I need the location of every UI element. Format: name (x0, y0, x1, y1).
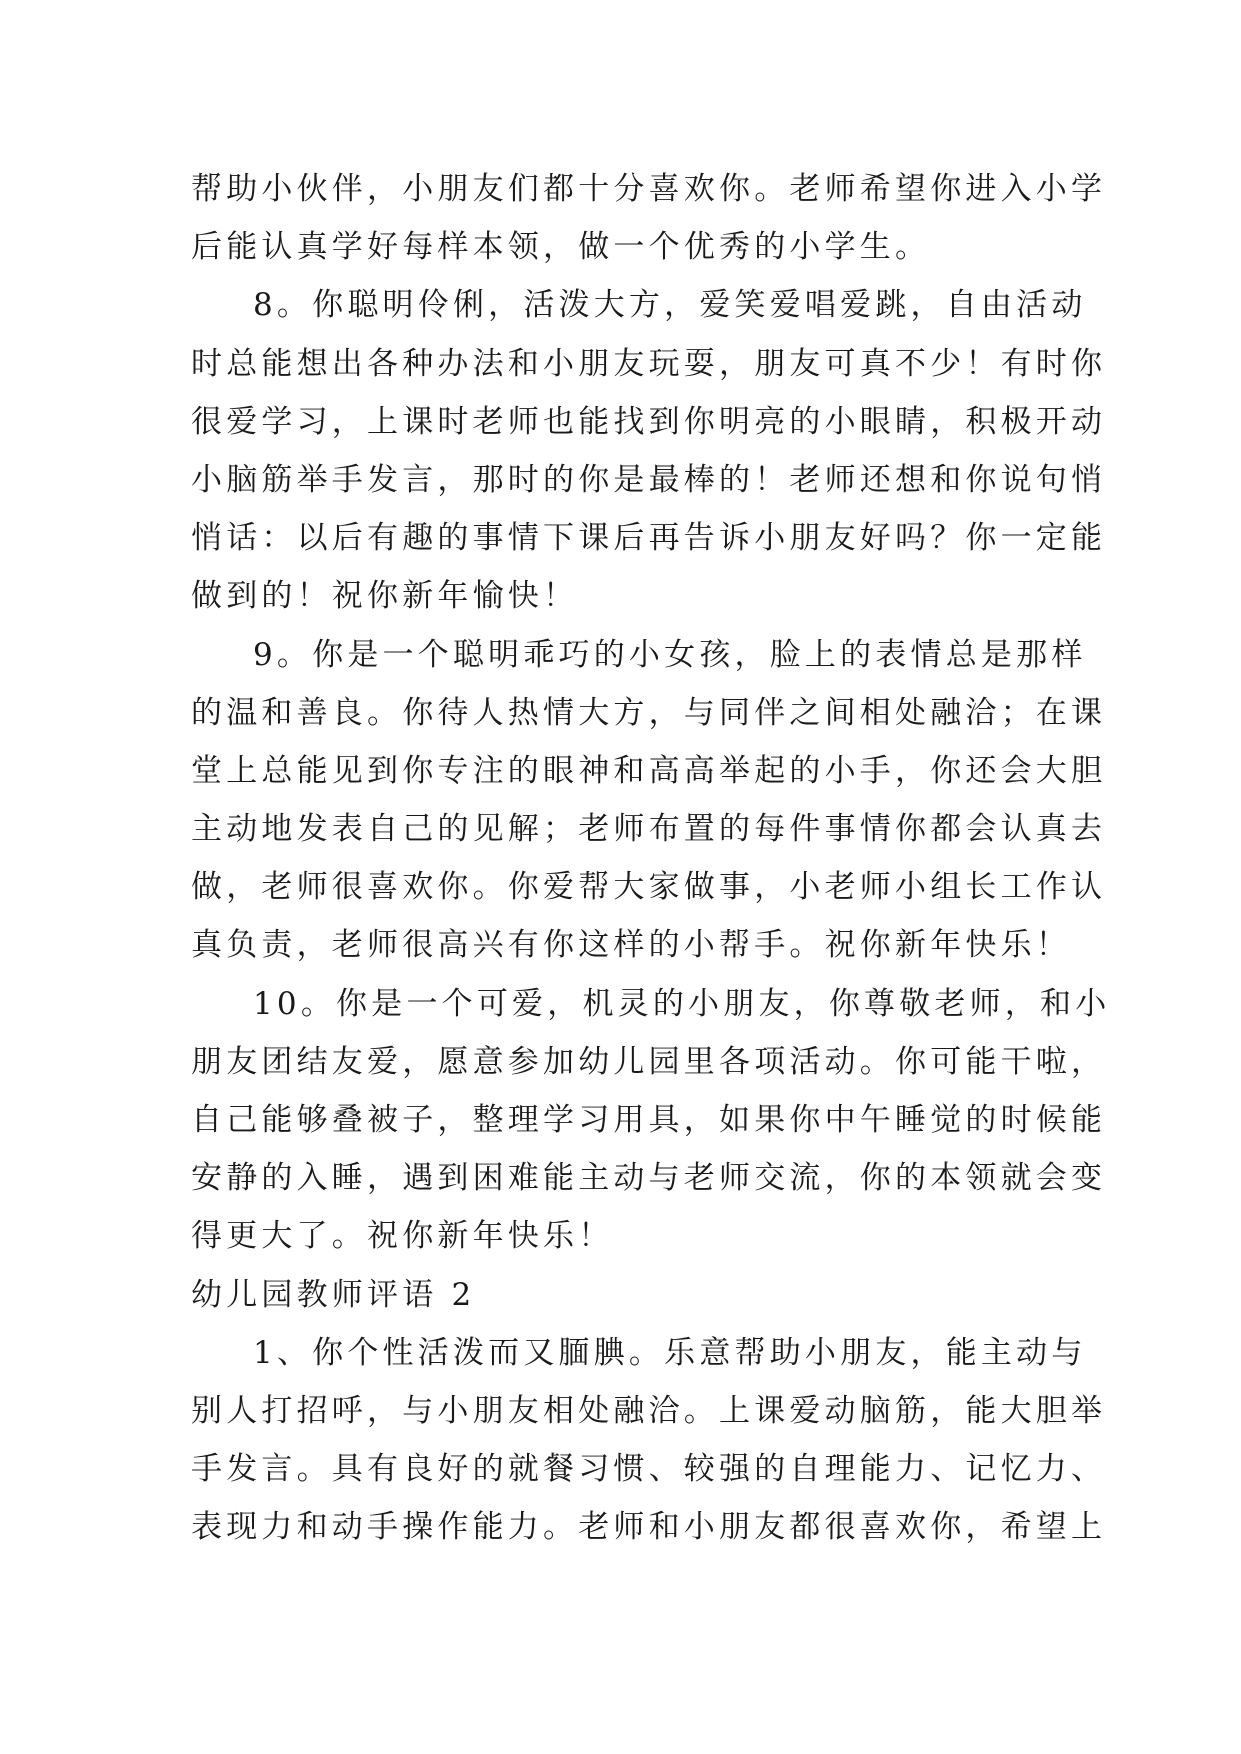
text-line: 后能认真学好每样本领，做一个优秀的小学生。 (191, 229, 931, 266)
paragraph-start-line: 9。你是一个聪明乖巧的小女孩，脸上的表情总是那样 (253, 636, 1087, 673)
text-line: 表现力和动手操作能力。老师和小朋友都很喜欢你，希望上 (191, 1509, 1107, 1546)
document-body (191, 160, 1111, 1557)
text-line: 做到的！祝你新年愉快！ (191, 578, 579, 615)
text-line: 朋友团结友爱，愿意参加幼儿园里各项活动。你可能干啦， (191, 1043, 1107, 1080)
text-line: 主动地发表自己的见解；老师布置的每件事情你都会认真去 (191, 811, 1107, 848)
text-line: 别人打招呼，与小朋友相处融洽。上课爱动脑筋，能大胆举 (191, 1392, 1107, 1429)
text-line: 真负责，老师很高兴有你这样的小帮手。祝你新年快乐！ (191, 927, 1071, 964)
text-line: 悄话：以后有趣的事情下课后再告诉小朋友好吗？你一定能 (191, 520, 1107, 557)
text-line: 得更大了。祝你新年快乐！ (191, 1218, 614, 1255)
text-line: 很爱学习，上课时老师也能找到你明亮的小眼睛，积极开动 (191, 403, 1107, 440)
text-line: 的温和善良。你待人热情大方，与同伴之间相处融洽；在课 (191, 694, 1107, 731)
text-line: 时总能想出各种办法和小朋友玩耍，朋友可真不少！有时你 (191, 345, 1107, 382)
text-line: 帮助小伙伴，小朋友们都十分喜欢你。老师希望你进入小学 (191, 171, 1107, 207)
text-line: 小脑筋举手发言，那时的你是最棒的！老师还想和你说句悄 (191, 461, 1107, 498)
text-line: 安静的入睡，遇到困难能主动与老师交流，你的本领就会变 (191, 1160, 1107, 1197)
text-line: 做，老师很喜欢你。你爱帮大家做事，小老师小组长工作认 (191, 869, 1107, 906)
paragraph-start-line: 1、你个性活泼而又腼腆。乐意帮助小朋友，能主动与 (253, 1334, 1087, 1371)
text-line: 手发言。具有良好的就餐习惯、较强的自理能力、记忆力、 (191, 1451, 1107, 1488)
text-line: 堂上总能见到你专注的眼神和高高举起的小手，你还会大胆 (191, 752, 1107, 789)
section-heading: 幼儿园教师评语 2 (191, 1276, 476, 1313)
paragraph-start-line: 8。你聪明伶俐，活泼大方，爱笑爱唱爱跳，自由活动 (253, 287, 1087, 324)
paragraph-start-line: 10。你是一个可爱，机灵的小朋友，你尊敬老师，和小 (253, 985, 1111, 1022)
text-line: 自己能够叠被子，整理学习用具，如果你中午睡觉的时候能 (191, 1102, 1107, 1138)
